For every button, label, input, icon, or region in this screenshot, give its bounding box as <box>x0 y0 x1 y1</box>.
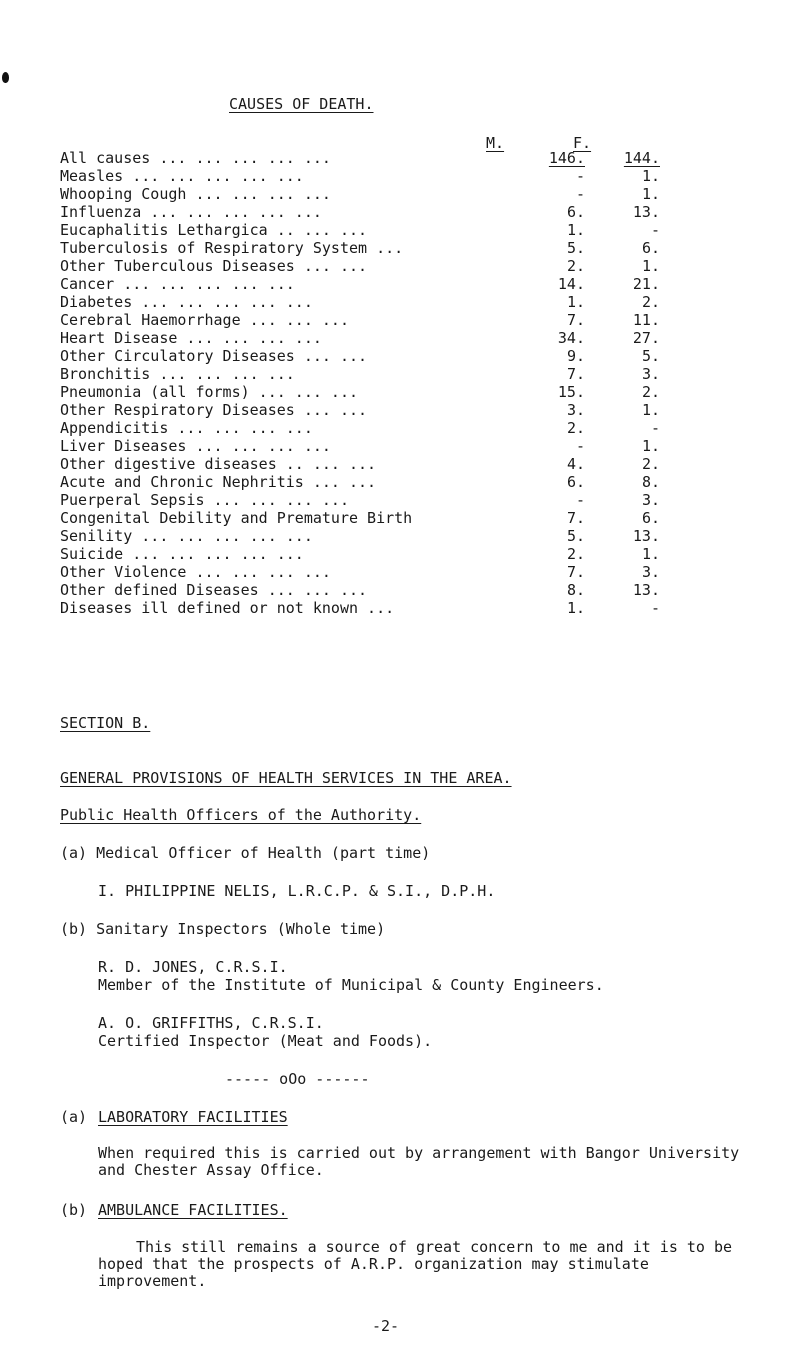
table-row <box>60 563 760 579</box>
male-count: 9. <box>566 347 585 365</box>
table-row <box>60 329 760 345</box>
cause-label: Whooping Cough ... ... ... ... <box>60 185 331 203</box>
cause-label: Puerperal Sepsis ... ... ... ... <box>60 491 349 509</box>
cause-label: Liver Diseases ... ... ... ... <box>60 437 331 455</box>
female-count: 13. <box>632 203 660 221</box>
male-count: 146. <box>548 149 585 167</box>
male-count: 1. <box>566 293 585 311</box>
inspector-note: Member of the Institute of Municipal & County Engineers. <box>98 976 604 994</box>
male-count: 2. <box>566 419 585 437</box>
table-row <box>60 581 760 597</box>
female-count: - <box>650 419 660 437</box>
female-count: 1. <box>641 437 660 455</box>
cause-label: Diseases ill defined or not known ... <box>60 599 395 617</box>
female-count: 2. <box>641 455 660 473</box>
cause-label: Acute and Chronic Nephritis ... ... <box>60 473 377 491</box>
cause-label: Measles ... ... ... ... ... <box>60 167 304 185</box>
male-count: 5. <box>566 527 585 545</box>
cause-label: Bronchitis ... ... ... ... <box>60 365 295 383</box>
table-row <box>60 185 760 201</box>
table-row <box>60 437 760 453</box>
table-row <box>60 167 760 183</box>
male-count: - <box>575 167 585 185</box>
female-count: 21. <box>632 275 660 293</box>
male-count: 7. <box>566 365 585 383</box>
male-count: 6. <box>566 473 585 491</box>
cause-label: Other digestive diseases .. ... ... <box>60 455 377 473</box>
female-count: 6. <box>641 239 660 257</box>
cause-label: Other Violence ... ... ... ... <box>60 563 331 581</box>
inspector-name: A. O. GRIFFITHS, C.R.S.I. <box>98 1014 324 1032</box>
sanitary-inspectors-label: (b) Sanitary Inspectors (Whole time) <box>60 920 386 938</box>
officers-heading: Public Health Officers of the Authority. <box>60 806 422 824</box>
male-count: 8. <box>566 581 585 599</box>
cause-label: Suicide ... ... ... ... ... <box>60 545 304 563</box>
male-count: 1. <box>566 599 585 617</box>
female-count: 13. <box>632 581 660 599</box>
female-count: 5. <box>641 347 660 365</box>
cause-label: Appendicitis ... ... ... ... <box>60 419 313 437</box>
page-number: -2- <box>372 1317 400 1335</box>
section-heading: SECTION B. <box>60 714 151 732</box>
column-header-male: M. <box>486 134 505 152</box>
medical-officer-name: I. PHILIPPINE NELIS, L.R.C.P. & S.I., D.P.H. <box>98 882 496 900</box>
cause-label: Eucaphalitis Lethargica .. ... ... <box>60 221 368 239</box>
table-row <box>60 491 760 507</box>
page-title: CAUSES OF DEATH. <box>229 95 374 113</box>
male-count: 1. <box>566 221 585 239</box>
male-count: 6. <box>566 203 585 221</box>
female-count: 2. <box>641 293 660 311</box>
female-count: 3. <box>641 491 660 509</box>
female-count: 11. <box>632 311 660 329</box>
table-row <box>60 257 760 273</box>
cause-label: Influenza ... ... ... ... ... <box>60 203 322 221</box>
male-count: 2. <box>566 257 585 275</box>
inspector-name: R. D. JONES, C.R.S.I. <box>98 958 288 976</box>
male-count: 2. <box>566 545 585 563</box>
female-count: 3. <box>641 365 660 383</box>
cause-label: Other Circulatory Diseases ... ... <box>60 347 368 365</box>
male-count: 14. <box>557 275 585 293</box>
table-row <box>60 275 760 291</box>
section-subheading: GENERAL PROVISIONS OF HEALTH SERVICES IN THE AREA. <box>60 769 512 787</box>
cause-label: Pneumonia (all forms) ... ... ... <box>60 383 359 401</box>
cause-label: Senility ... ... ... ... ... <box>60 527 313 545</box>
laboratory-heading: LABORATORY FACILITIES <box>98 1108 288 1126</box>
table-row <box>60 455 760 471</box>
table-row <box>60 545 760 561</box>
male-count: - <box>575 437 585 455</box>
divider: ----- oOo ------ <box>225 1070 370 1088</box>
female-count: 1. <box>641 257 660 275</box>
cause-label: All causes ... ... ... ... ... <box>60 149 331 167</box>
cause-label: Other Tuberculous Diseases ... ... <box>60 257 368 275</box>
female-count: - <box>650 599 660 617</box>
table-row <box>60 419 760 435</box>
table-row <box>60 311 760 327</box>
cause-label: Tuberculosis of Respiratory System ... <box>60 239 404 257</box>
male-count: 5. <box>566 239 585 257</box>
table-row <box>60 239 760 255</box>
ambulance-heading: AMBULANCE FACILITIES. <box>98 1201 288 1219</box>
male-count: 34. <box>557 329 585 347</box>
male-count: 4. <box>566 455 585 473</box>
ink-blot <box>2 72 9 83</box>
table-row <box>60 473 760 489</box>
female-count: 2. <box>641 383 660 401</box>
table-row <box>60 293 760 309</box>
female-count: 8. <box>641 473 660 491</box>
table-row <box>60 527 760 543</box>
female-count: 13. <box>632 527 660 545</box>
column-header-female: F. <box>573 134 592 152</box>
female-count: 144. <box>623 149 660 167</box>
female-count: 6. <box>641 509 660 527</box>
cause-label: Heart Disease ... ... ... ... <box>60 329 322 347</box>
female-count: 1. <box>641 545 660 563</box>
table-row <box>60 599 760 615</box>
cause-label: Other Respiratory Diseases ... ... <box>60 401 368 419</box>
male-count: 7. <box>566 311 585 329</box>
medical-officer-label: (a) Medical Officer of Health (part time) <box>60 844 431 862</box>
table-row <box>60 383 760 399</box>
ambulance-text: This still remains a source of great concern to me and it is to be hoped that the prospects of A.R.P. organization may stimulate improvement. <box>98 1238 733 1290</box>
female-count: 1. <box>641 401 660 419</box>
female-count: 1. <box>641 167 660 185</box>
female-count: 1. <box>641 185 660 203</box>
male-count: - <box>575 491 585 509</box>
female-count: 3. <box>641 563 660 581</box>
male-count: 7. <box>566 563 585 581</box>
table-row <box>60 509 760 525</box>
cause-label: Other defined Diseases ... ... ... <box>60 581 368 599</box>
laboratory-text: When required this is carried out by arrangement with Bangor University and Chester Assay Office. <box>98 1144 740 1179</box>
table-row <box>60 401 760 417</box>
cause-label: Cancer ... ... ... ... ... <box>60 275 295 293</box>
female-count: 27. <box>632 329 660 347</box>
female-count: - <box>650 221 660 239</box>
cause-label: Congenital Debility and Premature Birth <box>60 509 413 527</box>
male-count: 3. <box>566 401 585 419</box>
inspector-note: Certified Inspector (Meat and Foods). <box>98 1032 433 1050</box>
table-row <box>60 347 760 363</box>
table-row <box>60 203 760 219</box>
cause-label: Cerebral Haemorrhage ... ... ... <box>60 311 349 329</box>
table-row <box>60 149 760 165</box>
table-row <box>60 221 760 237</box>
male-count: 15. <box>557 383 585 401</box>
male-count: - <box>575 185 585 203</box>
cause-label: Diabetes ... ... ... ... ... <box>60 293 313 311</box>
table-row <box>60 365 760 381</box>
male-count: 7. <box>566 509 585 527</box>
ambulance-item-label: (b) <box>60 1201 88 1219</box>
laboratory-item-label: (a) <box>60 1108 88 1126</box>
